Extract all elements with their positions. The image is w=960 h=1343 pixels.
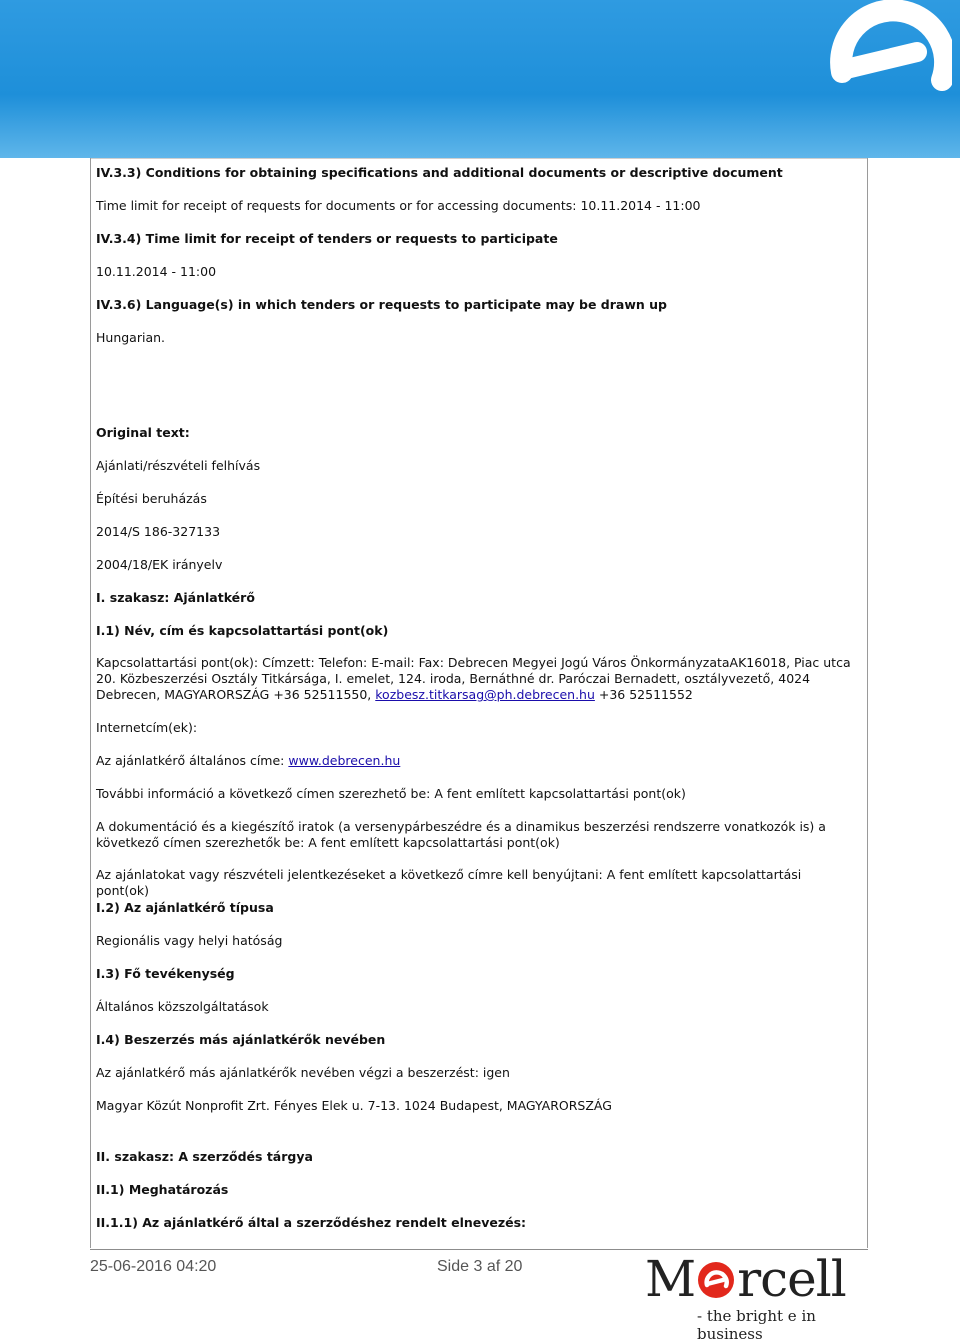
- fax-number: +36 52511552: [598, 687, 693, 702]
- section-heading: IV.3.4) Time limit for receipt of tenders or requests to participate: [96, 231, 558, 246]
- stylized-e-icon: [802, 0, 952, 120]
- body-text: Általános közszolgáltatások: [96, 999, 269, 1014]
- original-text-label: Original text:: [96, 425, 190, 440]
- body-text: További információ a következő címen szerezhető be: A fent említett kapcsolattartási pont(ok): [96, 786, 686, 801]
- section-heading: I. szakasz: Ajánlatkérő: [96, 590, 255, 605]
- website-label: Az ajánlatkérő általános címe:: [96, 753, 285, 768]
- contact-paragraph: [96, 655, 856, 703]
- body-text: 2004/18/EK irányelv: [96, 557, 223, 572]
- body-text: Építési beruházás: [96, 491, 207, 506]
- brand-tagline: - the bright e in business: [697, 1307, 816, 1343]
- footer-date: 25-06-2016 04:20: [90, 1258, 217, 1275]
- body-text: A dokumentáció és a kiegészítő iratok (a versenypárbeszédre és a dinamikus beszerzési rendszerre vonatkozók is) a következő címen szerezhetők be: A fent említett kapcsolattartási pont(ok): [96, 819, 826, 850]
- frame-top-border: [90, 158, 868, 159]
- frame-right-border: [867, 158, 868, 1248]
- brand-logo: [645, 1250, 865, 1343]
- body-text: Az ajánlatokat vagy részvételi jelentkezéseket a következő címre kell benyújtani: A fent említett kapcsolattartási pont(ok): [96, 867, 802, 898]
- footer-page-number: Side 3 af 20: [437, 1258, 523, 1275]
- section-heading: I.1) Név, cím és kapcsolattartási pont(ok): [96, 623, 389, 638]
- body-text: Magyar Közút Nonprofit Zrt. Fényes Elek u. 7-13. 1024 Budapest, MAGYARORSZÁG: [96, 1098, 612, 1113]
- body-text: 10.11.2014 - 11:00: [96, 264, 217, 279]
- body-text: Hungarian.: [96, 330, 166, 345]
- contact-text: Kapcsolattartási pont(ok): Címzett: Telefon: E-mail: Fax: Debrecen Megyei Jogú Város ÖnkormányzataAK16018, Piac utca 20. Közbeszerzési Osztály Titkársága, I. emelet, 124. iroda, Bernáthné dr. Paróczai Bernadett, osztályvezető, 4024 Debrecen, MAGYARORSZÁG +36 52511550,: [96, 655, 851, 702]
- brand-text-start: M: [645, 1250, 696, 1308]
- frame-left-border: [90, 158, 91, 1248]
- section-heading: IV.3.6) Language(s) in which tenders or requests to participate may be drawn up: [96, 297, 667, 312]
- section-heading: II.1.1) Az ajánlatkérő által a szerződéshez rendelt elnevezés:: [96, 1215, 527, 1230]
- body-text: Time limit for receipt of requests for documents or for accessing documents: 10.11.2014 - 11:00: [96, 198, 701, 213]
- website-link[interactable]: www.debrecen.hu: [288, 753, 401, 768]
- section-heading: II. szakasz: A szerződés tárgya: [96, 1149, 313, 1164]
- body-text: Regionális vagy helyi hatóság: [96, 933, 283, 948]
- body-text: Ajánlati/részvételi felhívás: [96, 458, 261, 473]
- section-heading: I.4) Beszerzés más ajánlatkérők nevében: [96, 1032, 386, 1047]
- body-text: 2014/S 186-327133: [96, 524, 221, 539]
- brand-text-end: rcell: [737, 1250, 846, 1308]
- body-text: Internetcím(ek):: [96, 720, 198, 735]
- section-heading: I.3) Fő tevékenység: [96, 966, 235, 981]
- body-text: Az ajánlatkérő más ajánlatkérők nevében végzi a beszerzést: igen: [96, 1065, 510, 1080]
- section-heading: II.1) Meghatározás: [96, 1182, 229, 1197]
- section-heading: IV.3.3) Conditions for obtaining specifications and additional documents or descriptive document: [96, 165, 783, 180]
- header-band: [0, 0, 960, 158]
- section-heading: I.2) Az ajánlatkérő típusa: [96, 900, 274, 915]
- website-line: [96, 753, 400, 769]
- email-link[interactable]: kozbesz.titkarsag@ph.debrecen.hu: [375, 687, 595, 702]
- stylized-e-icon: [696, 1260, 736, 1300]
- brand-wordmark: [645, 1252, 846, 1306]
